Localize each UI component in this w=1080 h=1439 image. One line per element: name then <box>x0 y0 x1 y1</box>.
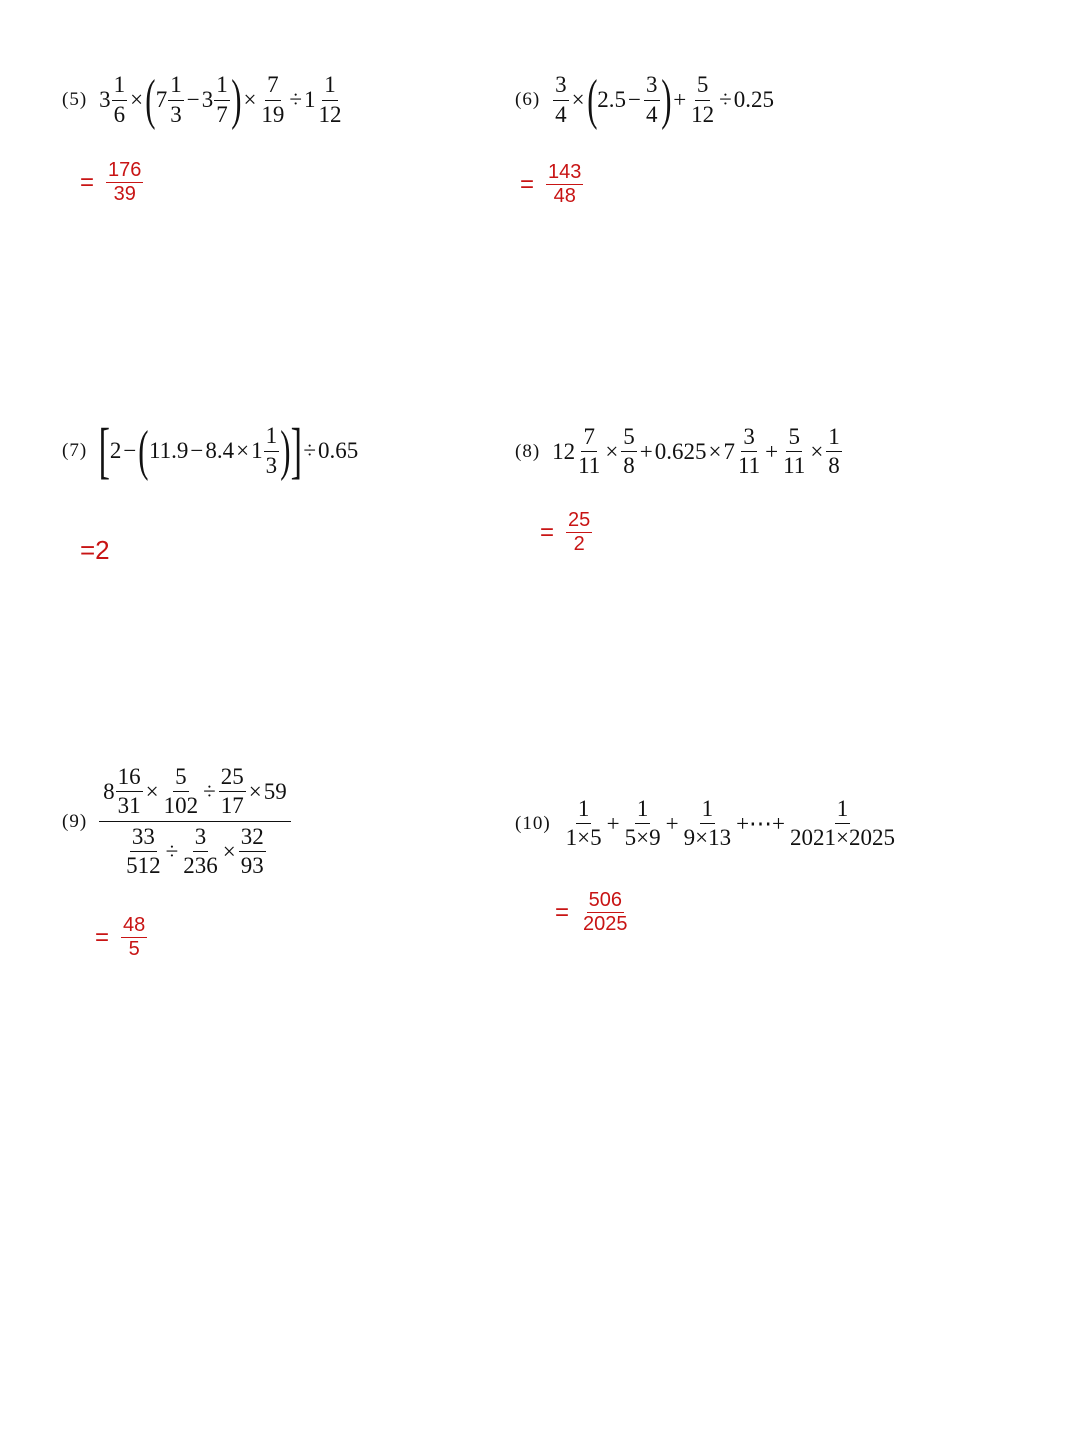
problem-number: (10) <box>515 812 551 834</box>
fraction: $\frac{1}{2021\times 2025}$ <box>790 796 896 851</box>
answer-fraction: $\frac{48}{5}$ <box>123 914 146 960</box>
fraction: $\frac{33}{512}$ <box>126 824 161 879</box>
fraction: $\frac{1}{6}$ <box>113 72 126 127</box>
answer-fraction: $\frac{143}{48}$ <box>548 161 582 207</box>
right-paren: ) <box>230 69 242 131</box>
fraction: 1 3 <box>170 72 182 127</box>
fraction: $\frac{1}{8}$ <box>828 424 840 479</box>
problem-5-answer <box>80 160 143 205</box>
left-paren: ( <box>586 69 598 131</box>
decimal-value: 8.4 <box>205 438 235 463</box>
decimal-value: 0.65 <box>318 438 359 463</box>
fraction: $\frac{1}{5\times 9}$ <box>624 796 661 851</box>
mixed-whole: 3 <box>201 87 214 112</box>
mixed-whole: 7 <box>723 438 736 464</box>
operator: − <box>628 87 642 112</box>
fraction: $\frac{3}{4}$ <box>646 72 658 127</box>
problem-7-answer <box>80 535 110 566</box>
fraction: 1 3 <box>265 423 278 478</box>
operator: − <box>123 438 137 463</box>
operator: − <box>190 438 204 463</box>
problem-5-expression <box>62 69 345 131</box>
problem-8-expression <box>515 425 843 478</box>
ellipsis-operator: +⋯+ <box>736 810 786 836</box>
operator: + <box>673 87 687 112</box>
mixed-whole: 12 <box>552 438 576 464</box>
fraction: 1 12 <box>318 72 342 127</box>
operator: + <box>639 438 653 464</box>
operator: ÷ <box>719 87 732 112</box>
fraction: $\frac{16}{31}$ <box>117 764 141 819</box>
problem-9-answer <box>95 915 147 960</box>
fraction: 1 1×5 <box>565 796 602 851</box>
fraction: $\frac{5}{12}$ <box>691 72 715 127</box>
operator: × <box>810 438 824 464</box>
equals-sign: = <box>95 923 110 951</box>
problem-10-answer <box>555 890 630 935</box>
fraction: $\frac{5}{11}$ <box>783 424 806 479</box>
mixed-whole: 1 <box>304 87 316 112</box>
decimal-value: 0.25 <box>733 87 775 112</box>
fraction: $\frac{7}{19}$ <box>261 72 285 127</box>
value: 59 <box>263 778 287 804</box>
problem-7-expression <box>62 417 359 485</box>
operator: ÷ <box>165 838 179 864</box>
answer-fraction: $\frac{176}{39}$ <box>108 159 142 205</box>
mixed-whole: 8 <box>103 778 115 804</box>
problem-6-answer <box>520 162 583 207</box>
problem-10-expression <box>515 797 898 850</box>
operator: + <box>606 810 620 836</box>
problem-number: (8) <box>515 440 541 462</box>
compound-numerator <box>99 765 291 822</box>
right-paren: ) <box>280 420 291 482</box>
mixed-whole: 1 <box>251 438 263 463</box>
operator: + <box>765 438 779 464</box>
fraction: $\frac{5}{8}$ <box>623 424 635 479</box>
left-bracket: [ <box>98 417 111 485</box>
operator: × <box>571 87 585 112</box>
fraction: $\frac{5}{102}$ <box>163 764 199 819</box>
answer-fraction: $\frac{506}{2025}$ <box>583 889 628 935</box>
right-bracket: ] <box>290 417 302 485</box>
fraction: $\frac{3}{4}$ <box>555 72 567 127</box>
problem-8-answer <box>540 510 592 555</box>
decimal-value: 11.9 <box>148 438 189 463</box>
fraction: $\frac{3}{236}$ <box>183 824 218 879</box>
operator: − <box>186 87 200 112</box>
operator: × <box>130 87 144 112</box>
answer-value: =2 <box>80 535 110 565</box>
equals-sign: = <box>540 518 555 546</box>
fraction: $\frac{25}{17}$ <box>220 764 244 819</box>
equals-sign: = <box>80 168 95 196</box>
operator: × <box>222 838 236 864</box>
decimal-value: 0.625 <box>654 438 707 464</box>
operator: ÷ <box>303 438 317 463</box>
fraction: 3 11 <box>738 424 761 479</box>
problem-6-expression <box>515 69 775 131</box>
left-paren: ( <box>145 69 156 131</box>
problem-number: (9) <box>62 810 88 832</box>
fraction: $\frac{7}{11}$ <box>578 424 601 479</box>
compound-fraction <box>99 765 291 879</box>
operator: × <box>605 438 619 464</box>
equals-sign: = <box>555 898 570 926</box>
fraction: $\frac{32}{93}$ <box>240 824 264 879</box>
fraction: 1 7 <box>216 72 228 127</box>
left-paren: ( <box>138 420 149 482</box>
problem-number: (7) <box>62 440 88 461</box>
problem-number: (5) <box>62 89 88 110</box>
problem-number: (6) <box>515 89 541 110</box>
fraction: $\frac{1}{9\times 13}$ <box>683 796 732 851</box>
operator: ÷ <box>203 778 216 804</box>
decimal-value: 2.5 <box>597 87 627 112</box>
operator: × <box>243 87 257 112</box>
problem-9-expression <box>62 765 291 879</box>
answer-fraction: $\frac{25}{2}$ <box>568 509 591 555</box>
compound-denominator <box>119 822 271 878</box>
operator: ÷ <box>289 87 303 112</box>
mixed-whole: 7 <box>155 87 168 112</box>
operator: × <box>236 438 250 463</box>
operator: × <box>145 778 159 804</box>
right-paren: ) <box>660 69 671 131</box>
operator: × <box>708 438 722 464</box>
mixed-whole: 3 <box>99 87 111 112</box>
equals-sign: = <box>520 170 535 198</box>
operator: + <box>665 810 679 836</box>
operator: × <box>248 778 262 804</box>
value: 2 <box>109 438 122 463</box>
